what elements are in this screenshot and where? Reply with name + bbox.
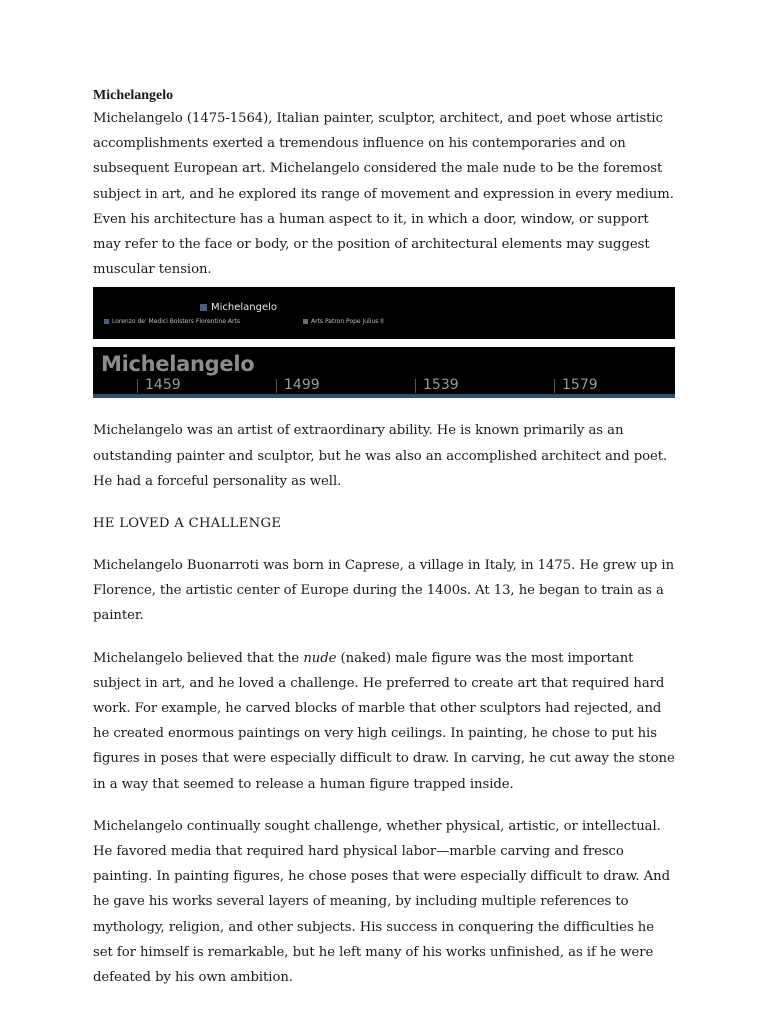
spacer — [93, 629, 677, 646]
timeline-legend-item-label: Arts Patron Pope Julius II — [311, 318, 384, 326]
section-heading: HE LOVED A CHALLENGE — [93, 516, 282, 532]
timeline-graphic — [93, 287, 675, 398]
nude-emphasis: nude — [303, 650, 337, 666]
timeline-year: 1499 — [284, 377, 320, 394]
timeline-tick — [137, 379, 138, 393]
timeline-bar-label: Michelangelo — [101, 352, 255, 377]
sought-paragraph: Michelangelo continually sought challenge, whether physical, artistic, or intellectual. He favored media that required hard physical labor—marble carving and fresco painting. In painting figures, he chose poses that were especially difficult to draw. And he gave his works several layers of meaning, by including multiple references to mythology, religion, and other subjects. His success in conquering the difficulties he set for himself is remarkable, but he left many of his works unfinished, as if he were defeated by his own ambition. — [93, 818, 670, 986]
spacer — [93, 536, 677, 553]
timeline-bar — [93, 347, 675, 398]
timeline-legend-item-label: Lorenzo de' Medici Bolsters Florentine Arts — [112, 318, 240, 326]
timeline-legend-item-julius — [303, 318, 384, 325]
timeline-year: 1579 — [562, 377, 598, 394]
spacer — [93, 494, 677, 511]
spacer — [93, 398, 677, 418]
document-page — [93, 86, 677, 990]
intro-paragraph: Michelangelo (1475-1564), Italian painter, sculptor, architect, and poet whose artistic accomplishments exerted a tremendous influence on his contemporaries and on subsequent European art. Michelangelo considered the male nude to be the foremost subject in art, and he explored its range of movement and expression in every medium. Even his architecture has a human aspect to it, in which a door, window, or support may refer to the face or body, or the position of architectural elements may suggest muscular tension. — [93, 111, 674, 278]
timeline-legend — [93, 287, 675, 339]
timeline-gap — [93, 339, 675, 347]
timeline-legend-title-label: Michelangelo — [211, 302, 278, 314]
born-paragraph: Michelangelo Buonarroti was born in Caprese, a village in Italy, in 1475. He grew up in Florence, the artistic center of Europe during the 1400s. At 13, he began to train as a painter. — [93, 558, 675, 624]
ability-paragraph: Michelangelo was an artist of extraordinary ability. He is known primarily as an outstanding painter and sculptor, but he was also an accomplished architect and poet. He had a forceful personality as well. — [93, 423, 668, 489]
timeline-tick — [276, 379, 277, 393]
document-title: Michelangelo — [93, 88, 174, 103]
timeline-legend-title — [200, 302, 277, 313]
timeline-tick — [554, 379, 555, 393]
legend-swatch-icon — [200, 304, 207, 311]
legend-swatch-icon — [303, 319, 308, 324]
timeline-tick — [415, 379, 416, 393]
timeline-year: 1539 — [423, 377, 459, 394]
nude-paragraph — [93, 646, 677, 797]
nude-paragraph-start: Michelangelo believed that the — [93, 650, 304, 666]
timeline-legend-item-medici — [104, 318, 240, 325]
nude-paragraph-end: (naked) male figure was the most important subject in art, and he loved a challenge. He preferred to create art that required hard work. For example, he carved blocks of marble that other sculptors had rejected, and he created enormous paintings on very high ceilings. In painting, he chose to put his figures in poses that were especially difficult to draw. In carving, he cut away the stone in a way that seemed to release a human figure trapped inside. — [93, 650, 675, 792]
spacer — [93, 797, 677, 814]
timeline-year: 1459 — [145, 377, 181, 394]
legend-swatch-icon — [104, 319, 109, 324]
